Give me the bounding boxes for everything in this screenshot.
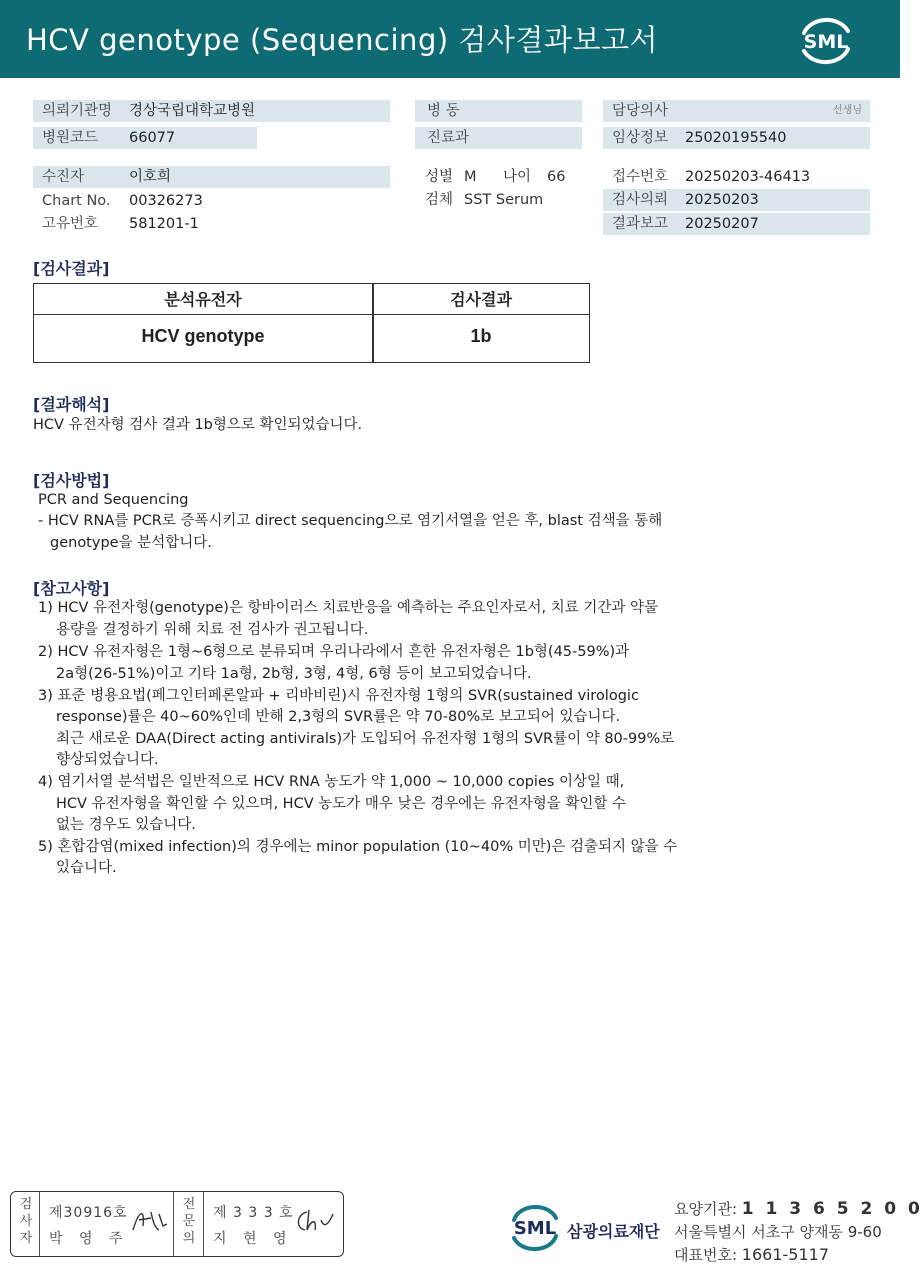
patient-value: 이호희 [129,169,172,185]
logo-text: SML [803,31,849,53]
examiner-license-no: 제30916호 [49,1205,128,1221]
doctor-field [603,100,870,122]
sig-divider [203,1192,204,1256]
ward-label: 병 동 [427,103,460,119]
report-header [0,0,900,78]
note-line: 4) 염기서열 분석법은 일반적으로 HCV RNA 농도가 약 1,000 ~ 10,000 copies 이상일 때, [38,774,625,790]
hospital-code-value: 66077 [129,130,176,146]
unique-id-field [33,213,390,235]
interpretation-text: HCV 유전자형 검사 결과 1b형으로 확인되었습니다. [33,417,363,433]
clinical-info-value: 25020195540 [685,130,787,146]
examiner-signature-icon [129,1206,169,1236]
receipt-label: 접수번호 [612,169,669,185]
report-date-field [603,213,870,235]
specimen-value: SST Serum [464,192,544,208]
specimen-label: 검체 [425,192,454,208]
ward-field [415,100,582,122]
hospital-code-field [33,127,257,149]
examiner-vertical-label: 검 사 자 [19,1197,33,1246]
hospital-label: 의뢰기관명 [42,103,113,119]
chart-no-field [33,190,390,212]
col-result-header: 검사결과 [450,290,512,309]
report-title: HCV genotype (Sequencing) 검사결과보고서 [26,23,658,57]
chart-no-label: Chart No. [42,193,111,209]
unique-id-value: 581201-1 [129,216,199,232]
phone-label: 대표번호: [674,1246,738,1264]
patient-field [33,166,390,188]
receipt-value: 20250203-46413 [685,169,811,185]
note-line: response)률은 40~60%인데 반해 2,3형의 SVR률은 약 70-80%로 보고되어 있습니다. [56,709,621,725]
hospital-value: 경상국립대학교병원 [129,103,256,119]
sex-label: 성별 [425,169,454,185]
method-line: genotype을 분석합니다. [50,535,212,551]
note-line: 1) HCV 유전자형(genotype)은 항바이러스 치료반응을 예측하는 주요인자로서, 치료 기간과 약물 [38,600,659,616]
gene-cell: HCV genotype [141,326,265,346]
request-date-value: 20250203 [685,192,759,208]
hospital-code-label: 병원코드 [42,130,99,146]
results-table [33,283,590,363]
signature-box [10,1191,344,1257]
note-line: 없는 경우도 있습니다. [56,817,196,833]
results-section-title: [검사결과] [33,259,110,278]
examiner-name: 박 영 주 [49,1231,129,1247]
patient-label: 수진자 [42,169,85,185]
sml-logo-icon [796,13,856,65]
specialist-vertical-label: 전 문 의 [182,1197,196,1246]
clinical-info-field [603,127,870,149]
sex-value: M [464,169,477,185]
note-line: 5) 혼합감염(mixed infection)의 경우에는 minor population (10~40% 미만)은 검출되지 않을 수 [38,839,678,855]
unique-id-label: 고유번호 [42,216,99,232]
footer-sml-logo-icon [508,1200,562,1254]
report-date-label: 결과보고 [612,216,669,232]
specialist-name: 지 현 영 [213,1231,293,1247]
phone-value: 1661-5117 [741,1245,830,1264]
note-line: HCV 유전자형을 확인할 수 있으며, HCV 농도가 매우 낮은 경우에는 유전자형을 확인할 수 [56,796,627,812]
clinical-info-label: 임상정보 [612,130,669,146]
doctor-suffix: 선생님 [833,105,862,116]
provider-label: 요양기관: [674,1200,738,1218]
sig-divider [173,1192,174,1256]
interpretation-section-title: [결과해석] [33,395,110,414]
note-line: 최근 새로운 DAA(Direct acting antivirals)가 도입되어 유전자형 1형의 SVR률이 약 80-99%로 [56,731,675,747]
note-line: 있습니다. [56,860,117,876]
age-label: 나이 [503,169,532,185]
provider-number [674,1198,923,1219]
dept-label: 진료과 [427,130,470,146]
receipt-field [603,166,870,188]
footer-address: 서울특별시 서초구 양재동 9-60 [674,1223,882,1241]
request-date-field [603,189,870,211]
sig-divider [39,1192,40,1256]
note-line: 향상되었습니다. [56,752,159,768]
dept-field [415,127,582,149]
request-date-label: 검사의뢰 [612,192,669,208]
svg-text:SML: SML [513,1218,557,1239]
footer-org-name: 삼광의료재단 [567,1222,660,1241]
report-date-value: 20250207 [685,216,759,232]
notes-section-title: [참고사항] [33,579,110,598]
result-cell: 1b [470,326,492,346]
specialist-signature-icon [293,1206,335,1236]
age-value: 66 [547,169,566,185]
col-gene-header: 분석유전자 [164,290,242,309]
note-line: 용량을 결정하기 위해 치료 전 검사가 권고됩니다. [56,622,369,638]
provider-value: 1 1 3 6 5 2 0 0 [741,1199,923,1219]
doctor-label: 담당의사 [612,103,669,119]
method-line: PCR and Sequencing [38,492,189,508]
chart-no-value: 00326273 [129,193,203,209]
note-line: 2a형(26-51%)이고 기타 1a형, 2b형, 3형, 4형, 6형 등이 보고되었습니다. [56,666,532,682]
phone-number [674,1244,829,1265]
hospital-field [33,100,390,122]
method-section-title: [검사방법] [33,471,110,490]
note-line: 2) HCV 유전자형은 1형~6형으로 분류되며 우리나라에서 흔한 유전자형은 1b형(45-59%)과 [38,644,630,660]
specialist-license-no: 제 3 3 3 호 [213,1205,294,1221]
note-line: 3) 표준 병용요법(페그인터페론알파 + 리바비린)시 유전자형 1형의 SVR(sustained virologic [38,688,639,704]
method-line: - HCV RNA를 PCR로 증폭시키고 direct sequencing으로 염기서열을 얻은 후, blast 검색을 통해 [38,513,663,529]
